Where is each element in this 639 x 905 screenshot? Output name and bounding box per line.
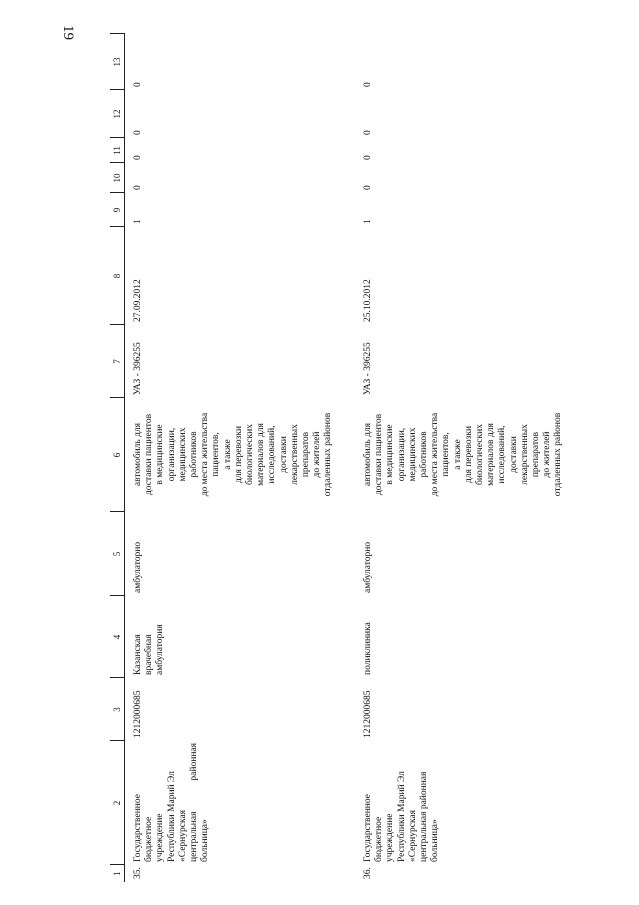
code-cell: 1212000685 (133, 690, 143, 738)
count-cell-10: 0 (133, 185, 143, 190)
count-cell-11: 0 (363, 155, 373, 160)
organization-line: бюджетное (144, 816, 155, 862)
purpose-line: в медицинские (155, 424, 166, 485)
purpose-line: а также (222, 439, 233, 470)
purpose-line: доставки пациентов (144, 413, 155, 496)
count-cell-12: 0 (133, 130, 143, 135)
table-row (355, 34, 585, 882)
purpose-line: лекарственных (519, 424, 530, 485)
organization-line: больница» (430, 819, 441, 862)
purpose-line: доставки (508, 436, 519, 473)
rotated-table-wrapper (110, 34, 636, 882)
purpose-line: работников (189, 431, 200, 478)
count-cell-13: 0 (363, 82, 373, 87)
purpose-line: для перевозки (233, 425, 244, 484)
subdivision-cell (125, 596, 356, 678)
purpose-line: материалов для (256, 423, 267, 486)
column-header: 5 (110, 512, 125, 596)
subdivision-line: амбулатория (155, 624, 166, 675)
organization-line: «Сернурская (407, 809, 418, 862)
column-header: 13 (110, 34, 125, 90)
subdivision-line: врачебная (144, 634, 155, 675)
care-type-cell: амбулаторно (363, 541, 373, 593)
purpose-line: доставки пациентов (374, 413, 385, 496)
purpose-line: работников (419, 431, 430, 478)
column-header: 2 (110, 741, 125, 865)
count-cell-12: 0 (363, 130, 373, 135)
purpose-line: автомобиль для (133, 422, 143, 487)
purpose-line: медицинских (177, 427, 188, 482)
column-header: 12 (110, 90, 125, 138)
organization-line: Государственное (363, 794, 373, 862)
column-header: 1 (110, 865, 125, 882)
subdivision-line: поликлиника (363, 622, 373, 675)
column-header: 11 (110, 138, 125, 163)
column-header: 8 (110, 227, 125, 325)
column-header: 3 (110, 678, 125, 741)
purpose-line: препаратов (531, 431, 542, 478)
organization-line: больница» (200, 819, 211, 862)
purpose-line: исследований, (497, 425, 508, 484)
table-header-row (110, 34, 125, 882)
count-cell-9: 1 (133, 219, 143, 224)
purpose-line: до жителей (542, 431, 553, 478)
purpose-line: до жителей (312, 431, 323, 478)
model-cell: УАЗ - 396255 (363, 342, 373, 395)
purpose-cell (355, 398, 585, 512)
purpose-line: отдаленных районов (323, 412, 334, 497)
subdivision-cell (355, 596, 585, 678)
purpose-line: отдаленных районов (553, 412, 564, 497)
purpose-line: препаратов (301, 431, 312, 478)
purpose-line: биологических (475, 424, 486, 485)
organization-cell (125, 741, 356, 865)
code-cell: 1212000685 (363, 690, 373, 738)
organization-line: Республики Марий Эл (166, 771, 177, 862)
count-cell-13: 0 (133, 82, 143, 87)
organization-line: учреждение (155, 813, 166, 862)
purpose-line: до места жительства (200, 412, 211, 497)
purpose-line: до места жительства (430, 412, 441, 497)
column-header: 4 (110, 596, 125, 678)
column-header: 7 (110, 325, 125, 398)
organization-line: учреждение (385, 813, 396, 862)
organization-cell (355, 741, 585, 865)
care-type-cell: амбулаторно (133, 541, 143, 593)
purpose-line: пациентов, (211, 432, 222, 477)
purpose-line: организации, (396, 427, 407, 482)
count-cell-9: 1 (363, 219, 373, 224)
purpose-line: а также (452, 439, 463, 470)
count-cell-10: 0 (363, 185, 373, 190)
purpose-cell (125, 398, 356, 512)
count-cell-11: 0 (133, 155, 143, 160)
purpose-line: исследований, (267, 425, 278, 484)
purpose-line: для перевозки (463, 425, 474, 484)
organization-line: центральная районная (419, 771, 430, 862)
column-header: 9 (110, 193, 125, 227)
model-cell: УАЗ - 396255 (133, 342, 143, 395)
column-header: 10 (110, 163, 125, 193)
organization-line: Республики Марий Эл (396, 771, 407, 862)
purpose-line: автомобиль для (363, 422, 373, 487)
purpose-line: медицинских (407, 427, 418, 482)
organization-line: «Сернурская (177, 809, 188, 862)
purpose-line: материалов для (486, 423, 497, 486)
row-index: 36. (363, 867, 373, 879)
organization-line: Государственное (133, 794, 143, 862)
purpose-line: доставки (278, 436, 289, 473)
vehicles-table (110, 34, 585, 883)
purpose-line: биологических (245, 424, 256, 485)
purpose-line: пациентов, (441, 432, 452, 477)
purpose-line: в медицинские (385, 424, 396, 485)
organization-line: центральная районная (189, 743, 200, 862)
organization-line: бюджетное (374, 816, 385, 862)
page-number: 19 (60, 25, 76, 40)
column-header: 6 (110, 398, 125, 512)
table-row (125, 34, 356, 882)
row-index: 35. (133, 867, 143, 879)
subdivision-line: Казанская (133, 634, 143, 675)
purpose-line: лекарственных (289, 424, 300, 485)
date-cell: 25.10.2012 (363, 279, 373, 322)
purpose-line: организации, (166, 427, 177, 482)
date-cell: 27.09.2012 (133, 279, 143, 322)
